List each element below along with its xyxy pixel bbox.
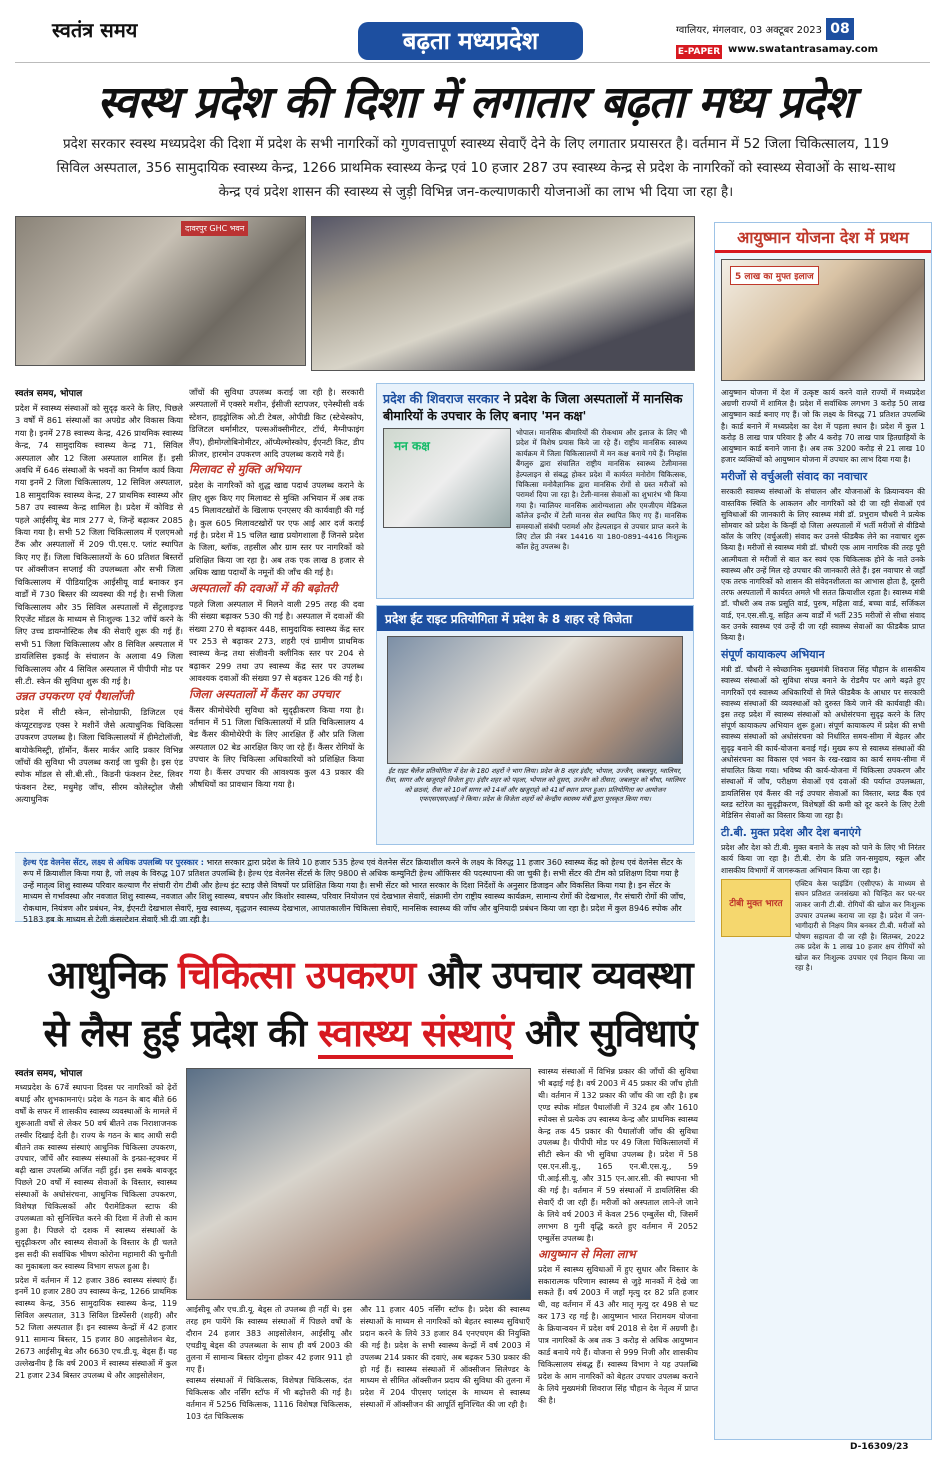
man-kaksh-label: मन कक्ष — [394, 439, 430, 453]
top-story-col2d-text: कैंसर कीमोथेरेपी सुविधा को सुदृढ़ीकरण किया गया है। वर्तमान में 51 जिला चिकित्सालयों में प्रति चिकित्सालय 4 बेड कैंसर कीमोथेरेपी के लिए आरक्षित हैं और प्रति जिला अस्पताल 02 बेड आरक्षित किए जा रहे हैं। कैंसर रोगियों के उपचार के लिए चिकित्सा अधिकारियों को प्रशिक्षित किया गया है। कैंसर उपचार की आवश्यक कुल 43 प्रकार की औषधियों का प्रावधान किया गया है। — [189, 704, 364, 789]
photo-health-center-group — [15, 216, 306, 366]
bottom-story-col2b-text: स्वास्थ्य संस्थाओं में चिकित्सक, विशेषज्ञ चिकित्सक, दंत चिकित्सक और नर्सिंग स्टॉफ में भी बढ़ोत्तरी की गई है। वर्तमान में 5256 चिकित्सक, 1116 विशेषज्ञ चिकित्सक, 103 दंत चिकित्सक — [186, 1376, 352, 1422]
bottom-story-col3-text: और 11 हजार 405 नर्सिंग स्टॉफ है। प्रदेश की स्वास्थ्य संस्थाओं के माध्यम से नागरिकों को बेहतर स्वास्थ्य सुविधाएँ प्रदान करने के लिये 33 हजार 84 एनएचएम की नियुक्ति की गई है। प्रदेश के सभी स्वास्थ्य केन्द्रों में वर्ष 2003 में उपलब्ध 214 प्रकार की दवाएं, अब बढ़कर 530 प्रकार की हो गई हैं। स्वास्थ्य संस्थाओं में ऑक्सीजन सिलेण्डर के माध्यम से सीमित ऑक्सीजन प्रदाय की सुविधा की तुलना में प्रदेश में 204 पीएसए प्लांट्स के माध्यम से स्वास्थ्य संस्थाओं में ऑक्सीजन की आपूर्ति सुनिश्चित की जा रही है। — [360, 1305, 530, 1410]
ayushman-p2: सरकारी स्वास्थ्य संस्थाओं के संचालन और योजनाओं के क्रियान्वयन की वास्तविक स्थिति के आकलन और नागरिकों को दी जा रही सेवाओं एवं सुविधाओं की जानकारी के लिए स्वास्थ्य मंत्री डॉ. प्रभुराम चौधरी ने प्रत्येक सोमवार को प्रदेश के किन्हीं दो जिला अस्पतालों में भर्ती मरीजों से वीडियो कॉल के जरिए (वर्चुअली) संवाद कर उनसे फीडबैक लेने का नवाचार शुरू किया है। मरीजों से स्वास्थ्य मंत्री डॉ. चौधरी एक आम नागरिक की तरह पूरी आत्मीयता से मरीजों से बात कर स्वयं एक चिकित्सक होने के नाते उनके स्वास्थ्य और उन्हें मिल रहे उपचार की जानकारी लेते हैं। इस नवाचार से जहाँ एक तरफ नागरिकों को शासन की संवेदनशीलता का आभास होता है, दूसरी तरफ अस्पतालों में कार्यरत अमले भी सतत क्रियाशील रहता है। स्वास्थ्य मंत्री डॉ. चौधरी अब तक प्रसूति वार्ड, पुरुष, महिला वार्ड, बच्चा वार्ड, सर्जिकल वार्ड, एन.एस.सी.यू. सहित अन्य वार्डों में भर्ती 235 मरीजों से सीधा संवाद कर उनके स्वास्थ्य एवं उन्हें दी जा रही स्वास्थ्य सेवाओं का फीडबैक प्राप्त किया है। — [721, 487, 925, 643]
top-story-col2a-text: जाँचों की सुविधा उपलब्ध कराई जा रही है। सरकारी अस्पतालों में एक्सरे मशीन, ईसीजी स्टापजर, एनेस्थीसी वर्क स्टेशन, हाइड्रोलिक ओ.टी टेबल, ओपीडी किट (स्टेथेस्कोप, डिजिटल थर्मामीटर, पल्सऑक्सीमीटर, टॉर्च, मैग्नीफाइंग लैंप), हीमोग्लोबिनोमीटर, ऑप्थैल्मोस्कोप, ईएनटी किट, डीप फ्रीजर, हारमोन उपकरण आदि उपलब्ध कराये गये हैं। — [189, 387, 364, 460]
bottom-story-col3 — [360, 1304, 530, 1411]
mental-health-box — [376, 383, 694, 599]
bottom-story-col4-text: स्वास्थ्य संस्थाओं में विभिन्न प्रकार की जाँचों की सुविधा भी बढ़ाई गई है। वर्ष 2003 में 45 प्रकार की जाँच होती थी। वर्तमान में 132 प्रकार की जाँच की जा रही है। हब एण्ड स्पोक मॉडल पैथालॉजी में 324 हब और 1610 स्पोक्स से प्रत्येक उप स्वास्थ्य केन्द्र और प्राथमिक स्वास्थ्य केन्द्र तक 45 प्रकार की पैथालॉजी जाँच की सुविधा उपलब्ध है। पीपीपी मोड पर 49 जिला चिकित्सालयों में सीटी स्केन की भी सुविधा उपलब्ध है। प्रदेश में 58 एस.एन.सी.यू., 165 एन.बी.एस.यू., 59 पी.आई.सी.यू. और 315 एन.आर.सी. की स्थापना भी की गई है। वर्तमान में 59 संस्थाओं में डायलिसिस की सेवाएँ दी जा रही हैं। मरीजों को अस्पताल लाने-ले जाने के लिये वर्ष 2003 में केवल 256 एम्बुलेंस थी, जिसमें लगभग 8 गुनी वृद्धि करते हुए वर्तमान में 2052 एम्बुलेंस उपलब्ध है। — [538, 1067, 698, 1243]
masthead-divider — [15, 62, 930, 63]
bottom-story-col2 — [186, 1304, 352, 1423]
wellness-centre-highlight — [15, 852, 695, 925]
ayushman-nikshay-text: एक्टिव केस फाइंडिंग (एसीएफ) के माध्यम से सघन प्रतिशत जनसंख्या को चिन्हित कर घर-घर जाकर जानी टी.बी. रोगियों की खोज कर निःशुल्क उपचार उपलब्ध कराया जा रहा है। प्रदेश में जन-भागीदारी से निक्षय मित्र बनकर टी.बी. मरीजों को पोषण सहायता दी जा रही है। सितम्बर, 2022 तक प्रदेश के 1 लाख 10 हजार क्षय रोगियों को खोज कर निःशुल्क उपचार एवं निदान किया जा रहा है। — [795, 878, 925, 973]
epaper-badge: E-PAPER — [677, 47, 721, 57]
top-story-col2c-text: पहले जिला अस्पताल में मिलने वाली 295 तरह की दवा की संख्या बढ़ाकर 530 की गई है। अस्पताल में दवाओं की संख्या 270 से बढ़ाकर 448, सामुदायिक स्वास्थ्य केंद्र स्तर पर 253 से बढ़ाकर 273, शहरी एवं ग्रामीण प्राथमिक स्वास्थ्य केन्द्र तथा संजीवनी क्लीनिक स्तर पर 204 से बढ़ाकर 299 तथा उप स्वास्थ्य केंद्र स्तर पर उपलब्ध आवश्यक दवाओं की संख्या 97 से बढ़कर 126 की गई है। — [189, 598, 364, 684]
masthead-name: स्वतंत्र समय — [52, 18, 138, 42]
bottom-story-col4 — [538, 1066, 698, 1406]
photo-hospital-patient — [186, 1068, 531, 1300]
wellness-highlight-label: हेल्थ एंड वेलनेस सेंटर, लक्ष्य से अधिक उपलब्धि पर पुरस्कार : — [23, 858, 204, 867]
dateline: ग्वालियर, मंगलवार, 03 अक्टूबर 2023 — [676, 25, 823, 36]
page-number: 08 — [826, 18, 854, 40]
top-story-col1 — [15, 386, 183, 806]
wellness-highlight-text: भारत सरकार द्वारा प्रदेश के लिये 10 हजार 535 हेल्थ एवं वेलनेस सेंटर क्रियाशील करने के लक्ष्य के विरुद्ध 11 हजार 360 स्वास्थ्य केंद्र को हेल्थ एवं वेलनेस सेंटर के रूप में क्रियाशील किया गया है, जो लक्ष्य के विरुद्ध 107 प्रतिशत उपलब्धि है। हेल्थ एंड वेलनेस सेंटर्स के लिए 9800 से अधिक कम्युनिटी हेल्थ ऑफिसर की पदस्थापना की जा चुकी है। सभी सेंटर की टीम को प्रशिक्षण दिया गया है उन्हें मातृत्व शिशु स्वास्थ्य परिवार कल्याण गैर संचारी रोग टीबी और हेल्थ इंट स्टाइ जैसे विषयों पर प्रशिक्षित किया गया है। सभी सेंटर को भारत सरकार के दिशा निर्देशों के अनुसार डिजाइन और विकसित किया गया है। इन सेंटर के माध्यम से गर्भावस्था और नवजात शिशु स्वास्थ्य, नवजात और शिशु स्वास्थ्य, बचपन और किशोर स्वास्थ्य, परिवार नियोजन एवं देखभाल सेवाएँ, संक्रामी रोग राष्ट्रीय स्वास्थ्य कार्यक्रम, सामान्य रोगों की देखभाल, गैर संचारी रोगों की जाँच, रोकथाम, नियंत्रण और प्रबंधन, नेत्र, ईएनटी देखभाल सेवाएँ, मुख स्वास्थ्य, वृद्धजन स्वास्थ्य देखभाल, आपातकालीन चिकित्सा सेवाएँ, मानसिक स्वास्थ्य की जाँच और बुनियादी प्रबंधन किया जा रहा है। प्रदेश में कुल 8946 स्पोक और 5183 हब के माध्यम से टेली कंसल्टेशन सेवाएँ भी दी जा रही है। — [23, 858, 686, 925]
photo-ayushman-event — [721, 259, 925, 381]
subhead-equipment: उन्नत उपकरण एवं पैथालॉजी — [15, 689, 134, 704]
mental-health-title-part2: ने प्रदेश के जिला अस्पतालों में मानसिक बीमारियों के उपचार के लिए बनाए 'मन कक्ष' — [383, 391, 683, 423]
ayushman-sub1: मरीजों से वर्चुअली संवाद का नवाचार — [721, 470, 868, 484]
bottom-headline-l2a: से लैस हुई प्रदेश की — [43, 1011, 306, 1055]
intro-paragraph: प्रदेश सरकार स्वस्थ मध्यप्रदेश की दिशा में प्रदेश के सभी नागरिकों को गुणवत्तापूर्ण स्वास्थ्य सेवाएँ देने के लिए लगातार प्रयासरत है। वर्तमान में 52 जिला चिकित्सालय, 119 सिविल अस्पताल, 356 सामुदायिक स्वास्थ्य केन्द्र, 1266 प्राथमिक स्वास्थ्य केन्द्र एवं 10 हजार 287 उप स्वास्थ्य केन्द्र से प्रदेश के नागरिकों को स्वास्थ्य सेवाओं के साथ-साथ केन्द्र एवं प्रदेश शासन की स्वास्थ्य से जुड़ी विभिन्न जन-कल्याणकारी योजनाओं का लाभ भी दिया जा रहा है। — [56, 136, 896, 200]
top-story-col2b-text: प्रदेश के नागरिकों को शुद्ध खाद्य पदार्थ उपलब्ध कराने के लिए शुरू किए गए मिलावट से मुक्ति अभियान में अब तक 45 मिलावटखोरों के खिलाफ एनएसए की कार्यवाही की गई है। कुल 605 मिलावटखोरों पर एफ आई आर दर्ज कराई गई है। प्रदेश में 15 चलित खाद्य प्रयोगशाला हैं जिनसे प्रदेश के जिला, ब्लॉक, तहसील और ग्राम स्तर पर नागरिकों को प्रशिक्षित किया जा रहा है। अब तक एक लाख 8 हजार से अधिक खाद्य पदार्थों के नमूनों की जाँच की गई है। — [189, 480, 364, 578]
bottom-story-col2-text: आईसीयू और एच.डी.यू. बेड्स तो उपलब्ध ही नहीं थे। इस तरह हम पायेंगे कि स्वास्थ्य संस्थाओं में पिछले वर्षों के दौरान 24 हजार 383 आइसोलेशन, आईसीयू और एचडीयू बेड्स की उपलब्धता के साथ ही वर्ष 2003 की तुलना में सामान्य बिस्तर दोगुना होकर 42 हजार 911 हो गए हैं। — [186, 1305, 352, 1374]
tb-free-badge: टीबी मुक्त भारत — [721, 879, 791, 937]
mental-health-title — [383, 390, 687, 424]
ayushman-p4: प्रदेश और देश को टी.बी. मुक्त बनाने के लक्ष्य को पाने के लिए भी निरंतर कार्य किया जा रहा है। टी.बी. रोग के प्रति जन-समुदाय, स्कूल और शासकीय विभागों में जागरूकता अभियान किया जा रहा है। — [721, 843, 925, 875]
page-headline: स्वस्थ प्रदेश की दिशा में लगातार बढ़ता मध्य प्रदेश — [97, 77, 853, 128]
bottom-headline-l1a: आधुनिक — [47, 953, 166, 997]
ayushman-sub3: टी.बी. मुक्त प्रदेश और देश बनाएंगे — [721, 826, 861, 840]
bottom-headline — [30, 946, 710, 1062]
eat-right-title: प्रदेश ईट राइट प्रतियोगिता में प्रदेश के 8 शहर रहे विजेता — [377, 606, 693, 631]
ayushman-p3: मंत्री डॉ. चौधरी ने स्वेच्छानिक मुख्यमंत्री शिवराज सिंह चौहान के शासकीय स्वास्थ्य संस्थाओं को सुविधा संपन्न बनाने के रोडमैप पर आगे बढ़ते हुए नागरिकों एवं स्वास्थ्य अधिकारियों से मिले फीडबैक के आधार पर सरकारी स्वास्थ्य संस्थाओं की व्यवस्थाओं को दुरुस्त किये जाने की कार्यवाही की। इस तरह प्रदेश में स्वास्थ्य संस्थाओं को अधोसंरचना सुदृढ़ करने के लिए संपूर्ण कायाकल्प अभियान शुरू हुआ। संपूर्ण कायाकल्प में प्रदेश की सभी स्वास्थ्य संस्थाओं को अधोसंरचना को निर्धारित समय-सीमा में बेहतर और सुदृढ़ बनाने की कार्य-योजना बनाई गई। मुख्य रूप से स्वास्थ्य संस्थाओं की अधोसंरचना का विकास एवं भवन के रख-रखाव का कार्य समय-सीमा में संचालित किया गया। भविष्य की कार्य-योजना में चिकित्सा उपकरण और संस्थाओं में जाँच, परीक्षण सेवाओं एवं दवाओं की पर्याप्त उपलब्धता, डायलिसिस एवं कैंसर की नई उपचार सेवाओं का विस्तार, ब्लड बैंक एवं ब्लड स्टोरेज का सुदृढ़ीकरण, विशेषज्ञों की कमी को दूर करने के लिए टेली मेडिसिन सेवाओं का विस्तार किया जा रहा है। — [721, 665, 925, 820]
ayushman-sub2: संपूर्ण कायाकल्प अभियान — [721, 648, 825, 662]
top-story-col1b-text: प्रदेश में सीटी स्केन, सोनोग्राफी, डिजिटल एवं कंप्यूटराइज्ड एक्स रे मशीनें जैसे अत्याधुनिक चिकित्सा उपकरण उपलब्ध है। जिला चिकित्सालयों में हीमेटोलॉजी, बायोकेमिस्ट्री, हॉर्मोन, कैंसर मार्कर आदि प्रकार विभिन्न जाँचों की सुविधा भी उपलब्ध कराई जा चुकी है। इस एंड स्पोक मॉडल से सी.बी.सी., किडनी फंक्शन टेस्ट, लिवर फंक्शन टेस्ट, मधुमेह जाँच, सीरम कोलेस्ट्रोल जैसी अत्याधुनिक — [15, 707, 183, 805]
eat-right-box — [376, 605, 694, 845]
mental-health-title-part1: प्रदेश की शिवराज सरकार — [383, 391, 499, 406]
bottom-headline-l2b: स्वास्थ्य संस्थाएं — [318, 1011, 513, 1059]
photo-award-ceremony — [387, 636, 683, 764]
bottom-headline-l2c: और सुविधाएं — [525, 1011, 697, 1055]
ayushman-column — [714, 222, 932, 1440]
mental-health-text: भोपाल। मानसिक बीमारियों की रोकथाम और इलाज के लिए भी प्रदेश में विशेष प्रयास किये जा रहे हैं। राष्ट्रीय मानसिक स्वास्थ्य कार्यक्रम में जिला चिकित्सालयों में मन कक्ष बनाये गये हैं। निम्हांस बैंगलुरु द्वारा संचालित राष्ट्रीय मानसिक स्वास्थ्य टेलीमानस हेल्पलाइन से संबद्ध होकर प्रदेश में कार्यरत मनोरोग चिकित्सक, चिकित्सा मनोवैज्ञानिक द्वारा मानसिक रोगों से ग्रस्त मरीजों को परामर्श दिया जा रहा है। टेली-मानस सेवाओं का शुभारंभ भी किया गया है। ग्वालियर मानसिक आरोग्यशाला और एमजीएम मेडिकल कॉलेज इन्दौर में टेली मानस सेल स्थापित किए गए हैं। मानसिक समस्याओं संबंधी परामर्श और हेल्पलाइन से उपचार प्राप्त करने के लिए टोल फ्री नंबर 14416 या 180-0891-4416 निःशुल्क कॉल हेतु उपलब्ध है। — [516, 428, 687, 552]
ad-code: D-16309/23 — [850, 1442, 909, 1452]
subhead-ayushman-benefit: आयुष्मान से मिला लाभ — [538, 1246, 636, 1261]
bottom-story-col4b-text: प्रदेश में स्वास्थ्य सुविधाओं में हुए सुधार और विस्तार के सकारात्मक परिणाम स्वास्थ्य से जुड़े मानकों में देखे जा सकते हैं। वर्ष 2003 में जहाँ मृत्यु दर 82 प्रति हजार थी, वह वर्तमान में 43 और मातृ मृत्यु दर 498 से घट कर 173 रह गई है। आयुष्मान भारत निरामयम योजना के क्रियान्वयन में प्रदेश वर्ष 2018 से देश में अग्रणी है। पात्र नागरिकों के अब तक 3 करोड़ से अधिक आयुष्मान कार्ड बनाये गये हैं। योजना से 999 निजी और शासकीय चिकित्सालय संबद्ध हैं। स्वास्थ्य विभाग ने यह उपलब्धि प्रदेश के आम नागरिकों को बेहतर उपचार उपलब्ध कराने के लिये मुख्यमंत्री शिवराज सिंह चौहान के नेतृत्व में प्राप्त की है। — [538, 1264, 698, 1405]
top-story-col1-text: प्रदेश में स्वास्थ्य संस्थाओं को सुदृढ़ करने के लिए, पिछले 3 वर्षों में 861 संस्थाओं का अपग्रेड और विकास किया गया है। इनमें 278 स्वास्थ्य केन्द्र, 426 प्राथमिक स्वास्थ्य केन्द्र, 74 सामुदायिक स्वास्थ्य केन्द्र 71, सिविल अस्पताल और 12 जिला अस्पताल शामिल हैं। इसी अवधि में 646 संस्थाओं के भवनों का निर्माण कार्य किया गया इनमें 2 जिला चिकित्सालय, 12 सिविल अस्पताल, 18 सामुदायिक स्वास्थ्य केन्द्र, 27 प्राथमिक स्वास्थ्य और 587 उप स्वास्थ्य केन्द्र शामिल है। प्रदेश में कोविड से पहले आईसीयू बेड मात्र 277 थे, जिन्हें बढ़ाकर 2085 किया गया है। सभी 52 जिला चिकित्सालय में एलएमओ टैंक और अस्पतालों में 209 पी.एस.ए. प्लांट स्थापित किए गए हैं। जिला चिकित्सालयों के 60 प्रतिशत बिस्तरों पर ऑक्सीजन सप्लाई की उपलब्धता और सभी जिला चिकित्सालय में पीडियाट्रिक आईसीयू वार्ड बनाकर इन वार्डों में 730 बिस्तर की व्यवस्था की गई है। सभी जिला चिकित्सालय और 35 सिविल अस्पतालों में सेंट्रलाइज्ड रिएजेंट मॉडल के माध्यम से निःशुल्क 132 जाँचें करने के लिए उच्च डायग्नोस्टिक लैब की सेवाएँ शुरू की गई हैं। सभी 51 जिला चिकित्सालय और 8 सिविल अस्पताल में डायलिसिस इकाई के संचालन के अलावा 49 जिला चिकित्सालय और 4 सिविल अस्पताल में पीपीपी मोड पर सी.टी. स्केन की सुविधा शुरू की गई है। — [15, 403, 183, 686]
bottom-story-col1 — [15, 1066, 177, 1382]
top-story-col2 — [189, 386, 364, 790]
section-banner: बढ़ता मध्यप्रदेश — [358, 22, 583, 60]
subhead-medicines: अस्पतालों की दवाओं में की बढ़ोतरी — [189, 580, 338, 595]
bottom-headline-l1b: चिकित्सा उपकरण — [177, 953, 416, 997]
bottom-story-byline: स्वतंत्र समय, भोपाल — [15, 1069, 83, 1079]
photo-man-kaksh — [383, 428, 511, 528]
website-link[interactable]: www.swatantrasamay.com — [728, 44, 879, 55]
photo-sign: दावरपुर GHC भवन — [181, 221, 248, 236]
bottom-story-col1b-text: प्रदेश में वर्तमान में 12 हजार 386 स्वास्थ्य संस्थाएं हैं। इनमें 10 हजार 280 उप स्वास्थ्य केन्द्र, 1266 प्राथमिक स्वास्थ्य केन्द्र, 356 सामुदायिक स्वास्थ्य केन्द्र, 119 सिविल अस्पताल, 313 सिविल डिस्पेंसरी (शहरी) और 52 जिला अस्पताल हैं। इन स्वास्थ्य केन्द्रों में 42 हजार 911 सामान्य बिस्तर, 15 हजार 80 आइसोलेशन बेड, 2673 आईसीयू बेड और 6630 एच.डी.यू. बेड्स हैं। यह उल्लेखनीय है कि वर्ष 2003 में स्वास्थ्य संस्थाओं में कुल 21 हजार 234 बिस्तर उपलब्ध थे और आइसोलेशन, — [15, 1275, 177, 1380]
ayushman-badge: 5 लाख का मुफ्त इलाज — [730, 266, 819, 285]
top-story-byline: स्वतंत्र समय, भोपाल — [15, 389, 83, 399]
photo-hospital-visit — [311, 216, 695, 371]
ayushman-title: आयुष्मान योजना देश में प्रथम — [715, 223, 931, 253]
subhead-adulteration: मिलावट से मुक्ति अभियान — [189, 462, 301, 477]
subhead-cancer: जिला अस्पतालों में कैंसर का उपचार — [189, 686, 340, 701]
bottom-headline-l1c: और उपचार व्यवस्था — [427, 953, 693, 997]
ayushman-p1: आयुष्मान योजना में देश में उत्कृष्ट कार्य करने वाले राज्यों में मध्यप्रदेश अग्रणी राज्यों में शामिल है। प्रदेश में सर्वाधिक लगभग 3 करोड़ 50 लाख आयुष्मान कार्ड बनाए गए हैं। जो कि लक्ष्य के विरुद्ध 71 प्रतिशत उपलब्धि है। कार्ड बनाने में मध्यप्रदेश का देश में पहला स्थान है। प्रदेश में कुल 1 करोड़ 8 लाख पात्र परिवार है और 4 करोड़ 70 लाख पात्र हितग्राहियों के आयुष्मान कार्ड बनाने जाना है। अब तक 3200 करोड़ से 21 लाख 10 हजार व्यक्तियों को आयुष्मान योजना में उपचार का लाभ दिया गया है। — [721, 388, 925, 465]
eat-right-caption: ईट राइट चैलेंज प्रतियोगिता में देश के 180 शहरों ने भाग लिया। प्रदेश के 8 शहर इंदौर, भोपाल, उज्जैन, जबलपुर, ग्वालियर, रीवा, सागर और खजुराहो विजेता हुए। इंदौर शहर को पहला, भोपाल को दूसरा, उज्जैन को तीसरा, जबलपुर को चौथा, ग्वालियर को छठवां, रीवा को 10वाँ सागर को 14वाँ और खजुराहो को 41वाँ स्थान प्राप्त हुआ। प्रतियोगिता का आयोजन एफएसएसएआई ने किया। प्रदेश के विजेता शहरों को केन्द्रीय स्वास्थ्य मंत्री द्वारा पुरस्कृत किया गया। — [385, 767, 685, 804]
bottom-story-col1-text: मध्यप्रदेश के 67वें स्थापना दिवस पर नागरिकों को ढ़ेरों बधाई और शुभकामनाएं। प्रदेश के गठन के बाद बीते 66 वर्षों के सफर में शासकीय स्वास्थ्य व्यवस्थाओं के मामले में शुरूआती वर्षों से लेकर 50 वर्ष बीतने तक निराशाजनक तस्वीर दिखाई देती है। राज्य के गठन के बाद आधी सदी बीतने तक स्वास्थ्य संस्थाएं आधुनिक चिकित्सा उपकरण, उपचार, जाँचें और स्वास्थ्य संस्थाओं के इन्फ्रा-स्ट्रक्चर में बढ़ी खास उपलब्धि अर्जित नहीं हुई। इस सबके बावजूद पिछले 20 वर्षों में स्वास्थ्य सेवाओं के विस्तार, स्वास्थ्य संस्थाओं के अधोसंरचना, आधुनिक चिकित्सा उपकरण, विशेषज्ञ चिकित्सकों और पैरामेडिकल स्टाफ की उपलब्धता को सुनिश्चित करने की दिशा में तेजी से काम हुआ है। पिछले दो दशक में स्वास्थ्य संस्थाओं के सुदृढ़ीकरण और स्वास्थ्य सेवाओं के विस्तार के ही चलते इस सदी की सर्वाधिक भीषण कोरोना महामारी की चुनौती का मुकाबला कर स्वास्थ्य विभाग सफल हुआ है। — [15, 1083, 177, 1271]
